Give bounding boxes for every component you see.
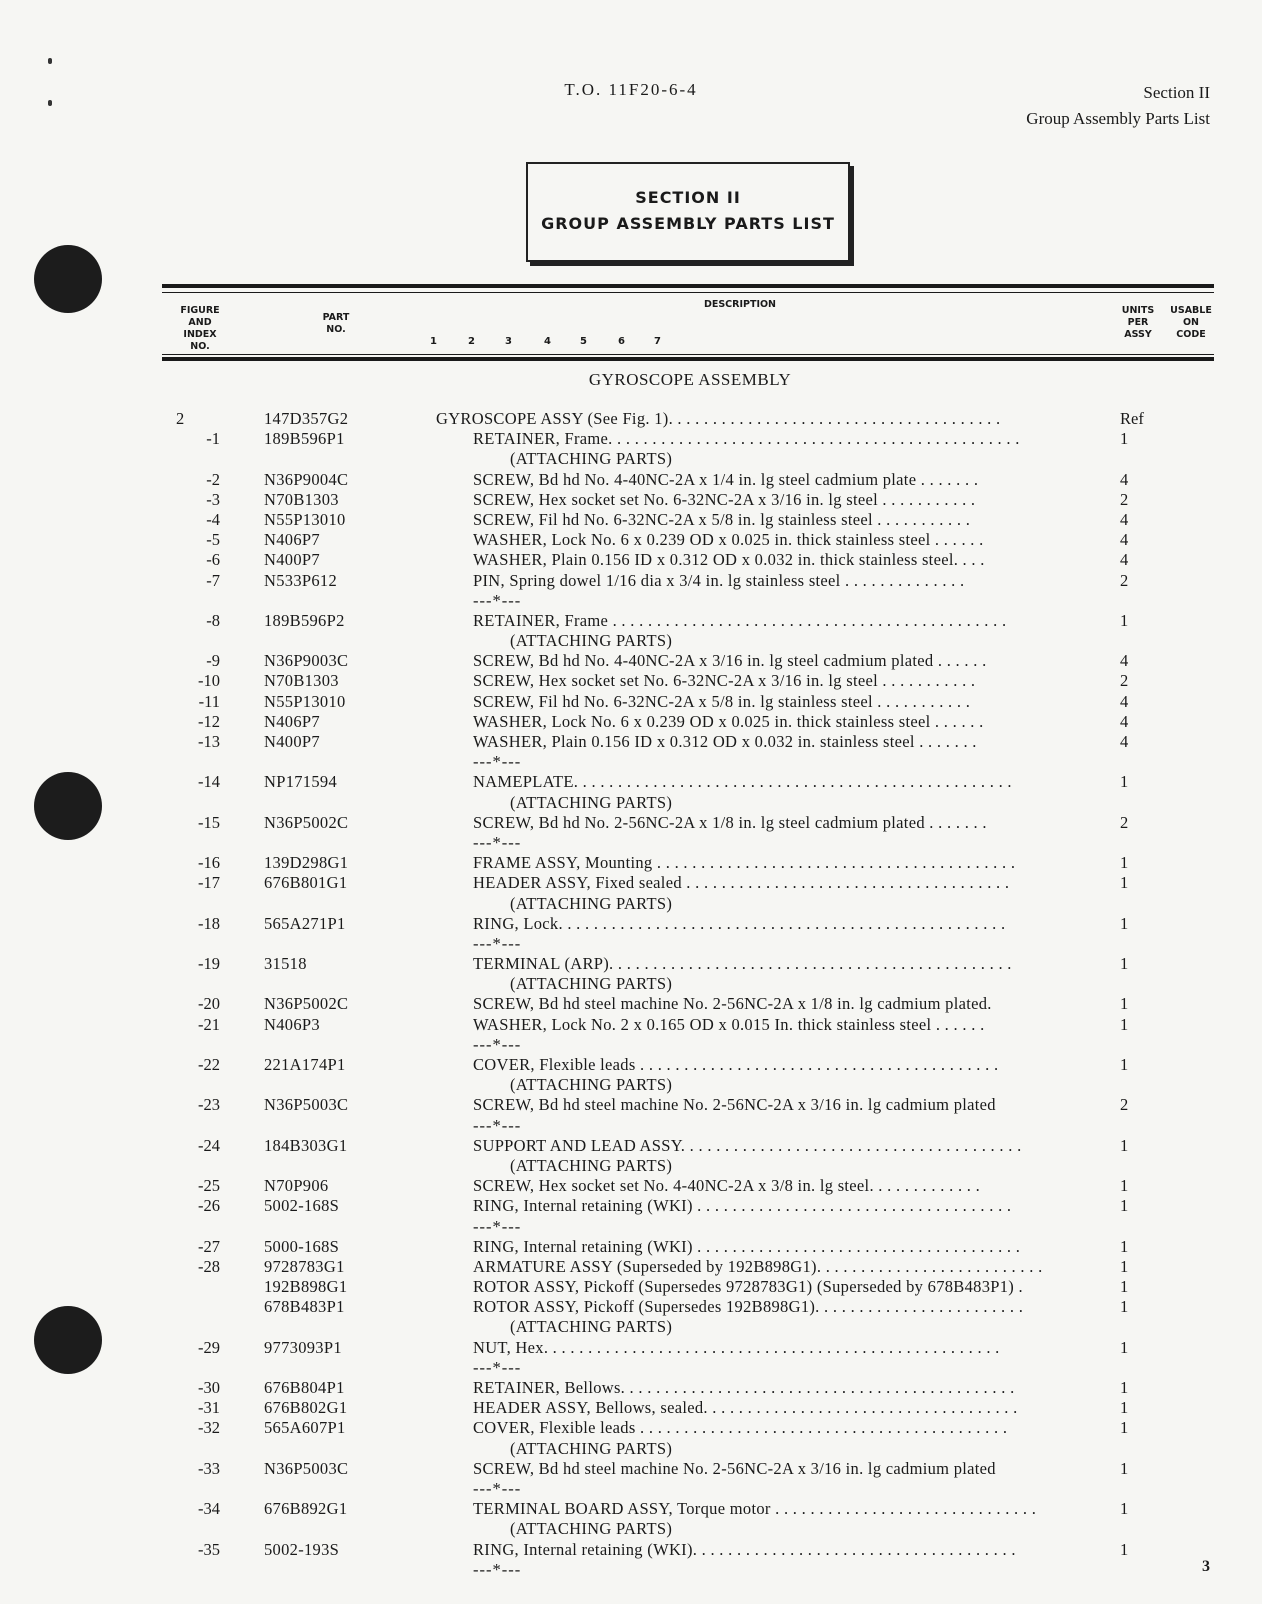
attaching-parts-separator: ---*---	[473, 933, 522, 953]
part-description: (ATTACHING PARTS)	[510, 449, 673, 469]
units-per-assy: 2	[1120, 812, 1129, 832]
part-description: RETAINER, Frame. . . . . . . . . . . . . . . . . . . . . . . . . . . . . . . . . . . . . . . . . . . . . . .	[473, 429, 1020, 449]
part-description: RETAINER, Bellows. . . . . . . . . . . . . . . . . . . . . . . . . . . . . . . . . . . . . . . . . . . . .	[473, 1378, 1015, 1397]
attaching-parts-separator: ---*---	[473, 1357, 522, 1377]
index-number: -13	[198, 732, 220, 751]
part-description: (ATTACHING PARTS)	[510, 974, 673, 994]
table-row	[0, 1418, 1262, 1438]
table-row	[0, 1459, 1262, 1479]
units-per-assy: 1	[1120, 853, 1129, 873]
attaching-parts-separator: ---*---	[473, 752, 522, 772]
part-number: N70B1303	[264, 489, 339, 509]
table-row	[0, 1055, 1262, 1075]
units-per-assy: 2	[1120, 489, 1129, 509]
index-number: -5	[206, 530, 220, 550]
indent-levels: 1 2 3 4 5 6 7	[430, 336, 661, 347]
table-row	[0, 530, 1262, 550]
part-description: (ATTACHING PARTS)	[510, 1075, 673, 1095]
index-number: -14	[198, 772, 220, 792]
section-title-box	[526, 162, 850, 262]
part-description: ARMATURE ASSY (Superseded by 192B898G1). . . . . . . . . . . . . . . . . . . . . . . . . .	[473, 1256, 1043, 1276]
table-row	[0, 914, 1262, 934]
table-row	[0, 994, 1262, 1014]
index-number: -22	[198, 1055, 220, 1074]
table-row	[0, 550, 1262, 570]
table-row	[0, 591, 1262, 611]
part-number: 5000-168S	[264, 1236, 340, 1256]
units-per-assy: 4	[1120, 550, 1129, 570]
part-description: SCREW, Bd hd No. 2-56NC-2A x 1/8 in. lg steel cadmium plated . . . . . . .	[473, 812, 987, 832]
index-number: -16	[198, 853, 220, 873]
table-row	[0, 813, 1262, 833]
units-per-assy: 4	[1120, 711, 1129, 731]
part-number: 9773093P1	[264, 1337, 342, 1357]
part-number: N55P13010	[264, 691, 346, 711]
part-number: N400P7	[264, 550, 320, 570]
units-per-assy: 1	[1120, 772, 1129, 792]
index-number: -15	[198, 812, 220, 832]
part-description: (ATTACHING PARTS)	[510, 1317, 673, 1337]
group-title: GYROSCOPE ASSEMBLY	[588, 370, 792, 389]
units-per-assy: 2	[1120, 570, 1129, 590]
table-row	[0, 510, 1262, 530]
units-per-assy: 1	[1120, 1458, 1129, 1478]
attaching-parts-separator: ---*---	[473, 1034, 522, 1054]
table-row	[0, 894, 1262, 914]
table-row	[0, 571, 1262, 591]
section-label: Section II	[1143, 83, 1210, 102]
index-number: 2	[176, 409, 185, 428]
table-row	[0, 490, 1262, 510]
running-header	[1026, 80, 1210, 132]
part-number: N406P7	[264, 711, 320, 731]
table-row	[0, 1136, 1262, 1156]
part-description: SCREW, Bd hd No. 4-40NC-2A x 1/4 in. lg steel cadmium plate . . . . . . .	[473, 469, 979, 489]
index-number: -35	[198, 1539, 220, 1559]
table-row	[0, 934, 1262, 954]
index-number: -29	[198, 1337, 220, 1357]
table-row	[0, 833, 1262, 853]
part-description: ROTOR ASSY, Pickoff (Supersedes 9728783G1) (Superseded by 678B483P1) .	[473, 1277, 1023, 1297]
units-per-assy: 2	[1120, 1095, 1129, 1115]
table-row	[0, 1156, 1262, 1176]
units-per-assy: 1	[1120, 1014, 1129, 1034]
table-row	[0, 1439, 1262, 1459]
part-description: PIN, Spring dowel 1/16 dia x 3/4 in. lg stainless steel . . . . . . . . . . . . . .	[473, 570, 965, 590]
units-per-assy: 1	[1120, 1196, 1129, 1216]
units-per-assy: 1	[1120, 610, 1129, 630]
table-row	[0, 1378, 1262, 1398]
units-per-assy: 1	[1120, 1499, 1129, 1519]
table-row	[0, 1338, 1262, 1358]
index-number: -12	[198, 711, 220, 731]
part-description: ROTOR ASSY, Pickoff (Supersedes 192B898G1). . . . . . . . . . . . . . . . . . . . . . . .	[473, 1297, 1024, 1317]
units-per-assy: 1	[1120, 1378, 1129, 1397]
part-description: SCREW, Hex socket set No. 6-32NC-2A x 3/16 in. lg steel . . . . . . . . . . .	[473, 671, 976, 691]
units-per-assy: 4	[1120, 509, 1129, 529]
attaching-parts-separator: ---*---	[473, 1559, 522, 1579]
column-header-figure: FIGURE AND INDEX NO.	[180, 305, 220, 352]
index-number: -11	[198, 691, 220, 711]
table-row	[0, 712, 1262, 732]
index-number: -26	[198, 1196, 220, 1216]
table-row	[0, 1499, 1262, 1519]
binder-speck	[48, 100, 52, 106]
column-header-part: PART NO.	[322, 312, 350, 335]
part-description: SCREW, Bd hd steel machine No. 2-56NC-2A x 3/16 in. lg cadmium plated	[473, 1458, 996, 1478]
part-number: 192B898G1	[264, 1277, 348, 1297]
units-per-assy: 1	[1120, 1277, 1129, 1297]
column-header-usable: USABLE ON CODE	[1170, 305, 1212, 340]
units-per-assy: 1	[1120, 1135, 1129, 1155]
units-per-assy: 1	[1120, 1176, 1129, 1196]
part-number: N533P612	[264, 570, 337, 590]
technical-order-number: T.O. 11F20-6-4	[564, 80, 698, 99]
table-row	[0, 873, 1262, 893]
table-row	[0, 1398, 1262, 1418]
part-description: COVER, Flexible leads . . . . . . . . . . . . . . . . . . . . . . . . . . . . . . . . . . . . . . . . . .	[473, 1418, 1008, 1438]
table-row	[0, 1075, 1262, 1095]
units-per-assy: 1	[1120, 1055, 1129, 1074]
table-row	[0, 752, 1262, 772]
part-number: N36P9004C	[264, 469, 349, 489]
section-title: SECTION II	[635, 188, 741, 207]
part-description: SCREW, Bd hd steel machine No. 2-56NC-2A x 3/16 in. lg cadmium plated	[473, 1095, 996, 1115]
part-number: 676B892G1	[264, 1499, 348, 1519]
part-number: 139D298G1	[264, 853, 349, 873]
section-subtitle: GROUP ASSEMBLY PARTS LIST	[541, 214, 835, 233]
part-number: 221A174P1	[264, 1055, 346, 1074]
part-number: N406P3	[264, 1014, 320, 1034]
part-number: N36P5002C	[264, 994, 349, 1014]
attaching-parts-separator: ---*---	[473, 1216, 522, 1236]
part-description: HEADER ASSY, Bellows, sealed. . . . . . . . . . . . . . . . . . . . . . . . . . . . . . . . . . . .	[473, 1398, 1018, 1418]
part-description: COVER, Flexible leads . . . . . . . . . . . . . . . . . . . . . . . . . . . . . . . . . . . . . . . . .	[473, 1055, 999, 1074]
index-number: -25	[198, 1176, 220, 1196]
part-description: NAMEPLATE. . . . . . . . . . . . . . . . . . . . . . . . . . . . . . . . . . . . . . . . . . . . . . . . . .	[473, 772, 1012, 792]
units-per-assy: 1	[1120, 913, 1129, 933]
table-row	[0, 1317, 1262, 1337]
units-per-assy: 4	[1120, 651, 1129, 671]
table-row	[0, 853, 1262, 873]
part-number: 31518	[264, 954, 307, 974]
index-number: -23	[198, 1095, 220, 1115]
table-row	[0, 429, 1262, 449]
column-header-units: UNITS PER ASSY	[1121, 305, 1155, 340]
part-description: RING, Internal retaining (WKI) . . . . . . . . . . . . . . . . . . . . . . . . . . . . . . . . . . . . .	[473, 1236, 1021, 1256]
part-number: 147D357G2	[264, 409, 349, 428]
units-per-assy: Ref	[1120, 409, 1144, 428]
part-number: 676B804P1	[264, 1378, 345, 1397]
index-number: -33	[198, 1458, 220, 1478]
table-row	[0, 631, 1262, 651]
subsection-label: Group Assembly Parts List	[1026, 109, 1210, 128]
part-number: 5002-168S	[264, 1196, 340, 1216]
table-row	[0, 1297, 1262, 1317]
index-number: -21	[198, 1014, 220, 1034]
units-per-assy: 2	[1120, 671, 1129, 691]
part-description: SUPPORT AND LEAD ASSY. . . . . . . . . . . . . . . . . . . . . . . . . . . . . . . . . . . . . . .	[473, 1135, 1022, 1155]
part-description: SCREW, Fil hd No. 6-32NC-2A x 5/8 in. lg stainless steel . . . . . . . . . . .	[473, 509, 971, 529]
units-per-assy: 1	[1120, 1539, 1129, 1559]
part-description: WASHER, Plain 0.156 ID x 0.312 OD x 0.032 in. stainless steel . . . . . . .	[473, 732, 977, 751]
table-row	[0, 671, 1262, 691]
table-row	[0, 692, 1262, 712]
index-number: -24	[198, 1135, 220, 1155]
units-per-assy: 1	[1120, 1398, 1129, 1418]
part-number: N70P906	[264, 1176, 329, 1196]
table-row	[0, 1519, 1262, 1539]
parts-list	[0, 409, 1262, 1580]
index-number: -17	[198, 873, 220, 893]
table-row	[0, 1560, 1262, 1580]
part-number: N36P5003C	[264, 1095, 349, 1115]
table-top-rule	[162, 284, 1214, 288]
part-number: 678B483P1	[264, 1297, 345, 1317]
part-number: N400P7	[264, 732, 320, 751]
part-description: NUT, Hex. . . . . . . . . . . . . . . . . . . . . . . . . . . . . . . . . . . . . . . . . . . . . . . . . . . .	[473, 1337, 1000, 1357]
index-number: -19	[198, 954, 220, 974]
part-description: TERMINAL BOARD ASSY, Torque motor . . . . . . . . . . . . . . . . . . . . . . . . . . . . . .	[473, 1499, 1037, 1519]
part-description: SCREW, Bd hd No. 4-40NC-2A x 3/16 in. lg steel cadmium plated . . . . . .	[473, 651, 987, 671]
index-number: -30	[198, 1378, 220, 1397]
table-row	[0, 793, 1262, 813]
units-per-assy: 1	[1120, 1337, 1129, 1357]
part-number: N36P9003C	[264, 651, 349, 671]
page-number: 3	[1202, 1558, 1210, 1575]
part-number: N406P7	[264, 530, 320, 550]
column-header-description: DESCRIPTION	[703, 299, 777, 310]
table-row	[0, 1035, 1262, 1055]
part-description: (ATTACHING PARTS)	[510, 1438, 673, 1458]
part-number: N36P5002C	[264, 812, 349, 832]
binder-hole	[34, 245, 102, 313]
table-row	[0, 409, 1262, 429]
part-description: TERMINAL (ARP). . . . . . . . . . . . . . . . . . . . . . . . . . . . . . . . . . . . . . . . . . . . . .	[473, 954, 1012, 974]
table-row	[0, 611, 1262, 631]
index-number: -31	[198, 1398, 220, 1418]
units-per-assy: 1	[1120, 1297, 1129, 1317]
table-row	[0, 772, 1262, 792]
part-description: RING, Internal retaining (WKI). . . . . . . . . . . . . . . . . . . . . . . . . . . . . . . . . . . . .	[473, 1539, 1016, 1559]
part-number: N36P5003C	[264, 1458, 349, 1478]
units-per-assy: 4	[1120, 691, 1129, 711]
part-description: WASHER, Lock No. 2 x 0.165 OD x 0.015 In. thick stainless steel . . . . . .	[473, 1014, 985, 1034]
part-description: SCREW, Hex socket set No. 4-40NC-2A x 3/8 in. lg steel. . . . . . . . . . . . .	[473, 1176, 981, 1196]
table-row	[0, 974, 1262, 994]
units-per-assy: 1	[1120, 1236, 1129, 1256]
part-description: SCREW, Hex socket set No. 6-32NC-2A x 3/16 in. lg steel . . . . . . . . . . .	[473, 489, 976, 509]
index-number: -2	[206, 469, 220, 489]
part-number: 184B303G1	[264, 1135, 348, 1155]
units-per-assy: 1	[1120, 429, 1129, 449]
table-header-rule	[162, 357, 1214, 361]
table-row	[0, 1540, 1262, 1560]
table-row	[0, 732, 1262, 752]
table-row	[0, 1479, 1262, 1499]
index-number: -34	[198, 1499, 220, 1519]
table-row	[0, 1237, 1262, 1257]
part-number: 676B801G1	[264, 873, 348, 893]
index-number: -4	[206, 509, 220, 529]
part-description: (ATTACHING PARTS)	[510, 893, 673, 913]
units-per-assy: 1	[1120, 954, 1129, 974]
part-description: HEADER ASSY, Fixed sealed . . . . . . . . . . . . . . . . . . . . . . . . . . . . . . . . . . . . .	[473, 873, 1010, 893]
part-number: N70B1303	[264, 671, 339, 691]
part-description: GYROSCOPE ASSY (See Fig. 1). . . . . . . . . . . . . . . . . . . . . . . . . . . . . . . . . . . . . .	[436, 409, 1001, 428]
part-description: (ATTACHING PARTS)	[510, 1519, 673, 1539]
part-description: SCREW, Bd hd steel machine No. 2-56NC-2A x 1/8 in. lg cadmium plated.	[473, 994, 992, 1014]
part-description: RING, Internal retaining (WKI) . . . . . . . . . . . . . . . . . . . . . . . . . . . . . . . . . . . .	[473, 1196, 1012, 1216]
units-per-assy: 1	[1120, 1418, 1129, 1438]
index-number: -28	[198, 1256, 220, 1276]
attaching-parts-separator: ---*---	[473, 1115, 522, 1135]
part-number: N55P13010	[264, 509, 346, 529]
index-number: -32	[198, 1418, 220, 1438]
part-description: WASHER, Plain 0.156 ID x 0.312 OD x 0.032 in. thick stainless steel. . . .	[473, 550, 985, 570]
index-number: -20	[198, 994, 220, 1014]
table-header-rule-thin	[162, 354, 1214, 355]
part-description: (ATTACHING PARTS)	[510, 631, 673, 651]
part-number: 565A607P1	[264, 1418, 346, 1438]
units-per-assy: 4	[1120, 732, 1129, 751]
attaching-parts-separator: ---*---	[473, 590, 522, 610]
index-number: -7	[206, 570, 220, 590]
part-number: 189B596P2	[264, 610, 345, 630]
part-description: (ATTACHING PARTS)	[510, 1155, 673, 1175]
part-number: 5002-193S	[264, 1539, 340, 1559]
part-description: RING, Lock. . . . . . . . . . . . . . . . . . . . . . . . . . . . . . . . . . . . . . . . . . . . . . . . . . .	[473, 913, 1006, 933]
index-number: -8	[206, 610, 220, 630]
table-row	[0, 954, 1262, 974]
index-number: -1	[206, 429, 220, 449]
table-top-rule-thin	[162, 292, 1214, 293]
index-number: -10	[198, 671, 220, 691]
part-number: 189B596P1	[264, 429, 345, 449]
index-number: -18	[198, 913, 220, 933]
attaching-parts-separator: ---*---	[473, 832, 522, 852]
table-row	[0, 1257, 1262, 1277]
part-number: 565A271P1	[264, 913, 346, 933]
table-row	[0, 1176, 1262, 1196]
table-row	[0, 1277, 1262, 1297]
index-number: -9	[206, 651, 220, 671]
units-per-assy: 1	[1120, 994, 1129, 1014]
part-number: NP171594	[264, 772, 337, 792]
part-description: RETAINER, Frame . . . . . . . . . . . . . . . . . . . . . . . . . . . . . . . . . . . . . . . . . . . . .	[473, 610, 1007, 630]
units-per-assy: 4	[1120, 469, 1129, 489]
table-row	[0, 1116, 1262, 1136]
units-per-assy: 1	[1120, 1256, 1129, 1276]
table-row	[0, 1217, 1262, 1237]
units-per-assy: 4	[1120, 530, 1129, 550]
binder-speck	[48, 58, 52, 64]
table-row	[0, 1015, 1262, 1035]
part-description: FRAME ASSY, Mounting . . . . . . . . . . . . . . . . . . . . . . . . . . . . . . . . . . . . . . . . .	[473, 853, 1016, 873]
part-description: SCREW, Fil hd No. 6-32NC-2A x 5/8 in. lg stainless steel . . . . . . . . . . .	[473, 691, 971, 711]
part-number: 9728783G1	[264, 1256, 345, 1276]
index-number: -27	[198, 1236, 220, 1256]
units-per-assy: 1	[1120, 873, 1129, 893]
table-row	[0, 449, 1262, 469]
part-description: WASHER, Lock No. 6 x 0.239 OD x 0.025 in. thick stainless steel . . . . . .	[473, 530, 984, 550]
part-description: (ATTACHING PARTS)	[510, 792, 673, 812]
attaching-parts-separator: ---*---	[473, 1478, 522, 1498]
table-row	[0, 1358, 1262, 1378]
table-row	[0, 651, 1262, 671]
index-number: -3	[206, 489, 220, 509]
part-number: 676B802G1	[264, 1398, 348, 1418]
index-number: -6	[206, 550, 220, 570]
part-description: WASHER, Lock No. 6 x 0.239 OD x 0.025 in. thick stainless steel . . . . . .	[473, 711, 984, 731]
table-row	[0, 1095, 1262, 1115]
table-row	[0, 470, 1262, 490]
table-row	[0, 1196, 1262, 1216]
